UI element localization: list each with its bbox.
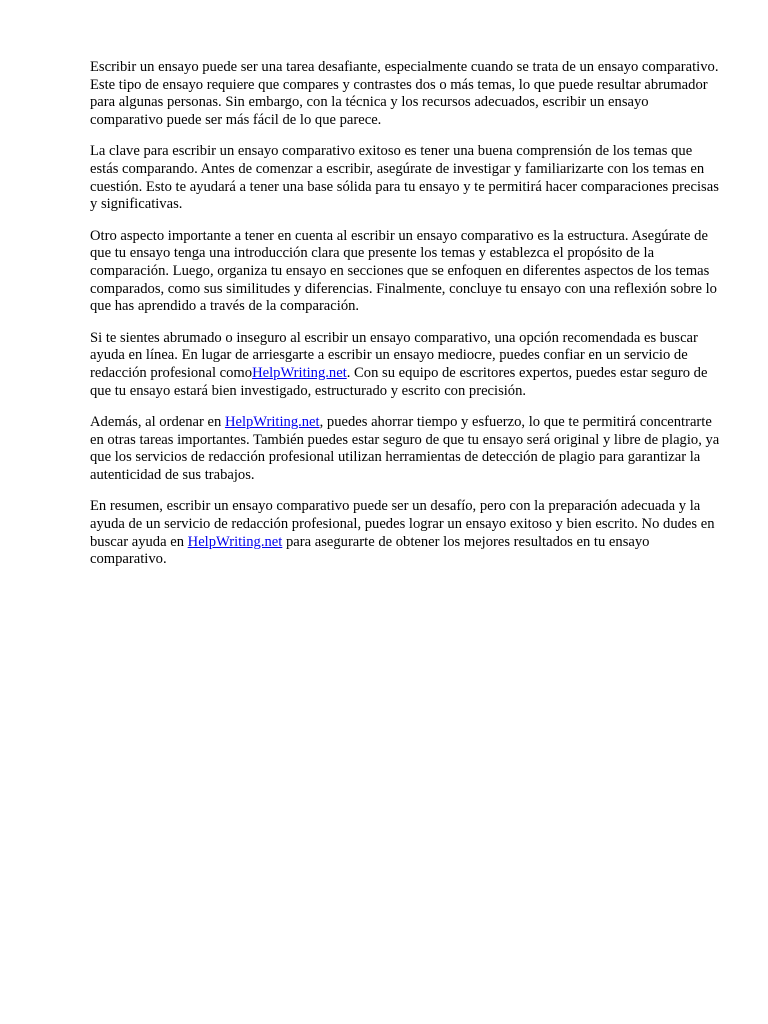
paragraph-structure: Otro aspecto importante a tener en cuenta al escribir un ensayo comparativo es la estructura. Asegúrate de que tu ensayo tenga una introducción clara que presente los temas y establezca el propósito de la comparación. Luego, organiza tu ensayo en secciones que se enfoquen en diferentes aspectos de los temas comparados, como sus similitudes y diferencias. Finalmente, concluye tu ensayo con una reflexión sobre lo que has aprendido a través de la comparación. [90,227,717,315]
paragraph-text: . Con su equipo de escritores expertos, puedes estar seguro de que tu ensayo estará bien investigado, estructurado y escrito con precisión. [90,364,708,399]
paragraph-text: , puedes ahorrar tiempo y esfuerzo, lo que te permitirá concentrarte en otras tareas importantes. También puedes estar seguro de que tu ensayo será original y libre de plagio, ya que los servicios de redacción profesional utilizan herramientas de detección de plagio para garantizar la autenticidad de sus trabajos. [90,414,720,483]
paragraph-summary [90,498,722,568]
helpwriting-link[interactable]: HelpWriting.net [224,414,320,431]
paragraph-online-help [90,330,722,400]
paragraph-text: para asegurarte de obtener los mejores resultados en tu ensayo comparativo. [90,533,650,568]
paragraph-text: En resumen, escribir un ensayo comparativo puede ser un desafío, pero con la preparación adecuada y la ayuda de un servicio de redacción profesional, puedes lograr un ensayo exitoso y bien escrito. No dudes en buscar ayuda en [90,498,715,550]
paragraph-intro: Escribir un ensayo puede ser una tarea desafiante, especialmente cuando se trata de un ensayo comparativo. Este tipo de ensayo requiere que compares y contrastes dos o más temas, lo que puede resultar abrumador para algunas personas. Sin embargo, con la técnica y los recursos adecuados, escribir un ensayo comparativo puede ser más fácil de lo que parece. [90,59,719,128]
paragraph-ordering [90,414,722,484]
helpwriting-link[interactable]: HelpWriting.net [187,533,283,550]
paragraph-text: Si te sientes abrumado o inseguro al escribir un ensayo comparativo, una opción recomendada es buscar ayuda en línea. En lugar de arriesgarte a escribir un ensayo mediocre, puedes confiar en un servicio de redacción profesional como [90,329,698,381]
paragraph-text: Además, al ordenar en [90,414,225,431]
document-body [90,59,722,583]
paragraph-understanding: La clave para escribir un ensayo comparativo exitoso es tener una buena comprensión de los temas que estás comparando. Antes de comenzar a escribir, asegúrate de investigar y familiarizarte con los temas en cuestión. Esto te ayudará a tener una base sólida para tu ensayo y te permitirá hacer comparaciones precisas y significativas. [90,143,719,213]
helpwriting-link[interactable]: HelpWriting.net [252,364,347,381]
